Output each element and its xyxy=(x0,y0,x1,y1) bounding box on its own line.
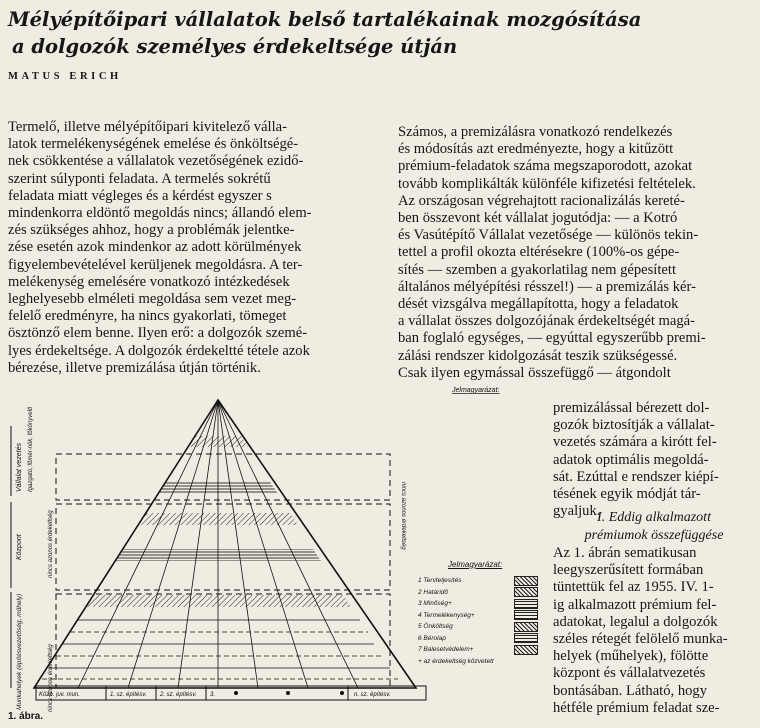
text-line: bontásában. Látható, hogy xyxy=(553,682,708,699)
legend-item-label: 7 Balesetvédelem+ xyxy=(418,646,474,654)
text-line: adatok optimális megoldá- xyxy=(553,451,709,468)
legend-title: Jelmagyarázat: xyxy=(452,387,500,394)
legend-item xyxy=(418,575,550,587)
text-line: hétféle prémium feladat sze- xyxy=(553,699,720,716)
text-line: és módosítás azt eredményezte, hogy a kitűzött xyxy=(398,141,674,158)
label-munkahelyek: Munkahelyek (építésvezetőség, műhely) xyxy=(16,593,23,710)
label-nincs-2: nincs azonos érdekeltség xyxy=(48,644,54,712)
text-line: ösztönző elem benne. Ilyen erő: a dolgozók szemé- xyxy=(8,325,308,342)
legend-item xyxy=(418,633,550,645)
bottom-label-kozp: Közp. juv. mun. xyxy=(39,692,80,698)
legend xyxy=(451,387,500,394)
text-line: sát. Ezúttal e rendszer kiépí- xyxy=(553,468,719,485)
pyramid-rays xyxy=(78,400,358,688)
text-line: és Vasútépítő Vállalat vezetősége — különös tekin- xyxy=(398,227,699,244)
label-kozpont: Központ xyxy=(16,534,23,560)
text-line: bérezése, illetve premizálása útján történik. xyxy=(8,359,261,376)
text-line: adatokat, legalul a dolgozók xyxy=(553,613,718,630)
section-heading xyxy=(553,509,755,545)
text-line: zálási rendszer kidolgozását teszik szükségessé. xyxy=(398,347,678,364)
bottom-label-1: 1. sz. építésv. xyxy=(110,692,147,698)
text-line: premizálással bérezett dol- xyxy=(553,400,710,416)
text-line: figyelembevételével kerüljenek megoldásra. A ter- xyxy=(8,256,303,273)
section-heading-line-1: I. Eddig alkalmazott xyxy=(597,510,711,525)
label-nincs-1: nincs azonos érdekeltség xyxy=(48,510,54,578)
legend-swatch xyxy=(514,622,538,632)
text-line: felelő eredményre, ha nincs gyakorlati, tömeget xyxy=(8,308,287,325)
text-line: Termelő, illetve mélyépítőipari kivitelező válla- xyxy=(8,119,287,135)
text-line: tovább komplikálták különféle kifizetési feltételek. xyxy=(398,175,696,192)
legend-swatch xyxy=(514,587,538,597)
legend-item-label: 1 Tervteljesítés xyxy=(418,577,462,585)
text-line: szerint súlyponti feladata. A termelés sokrétű xyxy=(8,170,271,187)
bottom-label-3: 3. xyxy=(210,692,216,698)
text-line: széles rétegét felölelő munka- xyxy=(553,631,728,648)
dot-2 xyxy=(286,691,290,695)
text-line: tésének egyik módját tár- xyxy=(553,486,701,503)
text-line: gozók biztosítják a vállalat- xyxy=(553,417,715,434)
legend-item-label: 4 Termelékenység+ xyxy=(418,611,475,619)
text-line: leegyszerűsített formában xyxy=(553,562,704,579)
pyramid-rows xyxy=(42,620,398,679)
text-line: tüntettük fel az 1955. IV. 1- xyxy=(553,579,714,596)
left-column-text xyxy=(8,119,374,377)
text-line: gyaljuk. xyxy=(553,503,601,520)
legend-item xyxy=(418,610,550,622)
legend-items xyxy=(418,575,550,667)
text-line: Számos, a premizálásra vonatkozó rendelkezés xyxy=(398,124,673,140)
text-line: dését vizsgálva megállapította, hogy a feladatok xyxy=(398,296,679,313)
legend-item xyxy=(418,587,550,599)
title-line-1: Mélyépítőipari vállalatok belső tartalékainak mozgósítása xyxy=(8,8,642,31)
text-line: sítés — szemben a gyakorlatilag nem gépesített xyxy=(398,261,677,278)
text-line: ig alkalmazott prémium fel- xyxy=(553,596,717,613)
right-column-text xyxy=(398,124,756,382)
text-line: lyes érdekeltsége. A dolgozók érdekeltté tétele azok xyxy=(8,342,310,359)
label-vallalat-vezetes: Vállalat vezetés xyxy=(16,442,23,492)
dot-3 xyxy=(340,691,344,695)
text-line: általános mélyépítési résszel!) — a premizálás kér- xyxy=(398,278,696,295)
text-line: nek csökkentése a vállalatok vezetőségének ezidő- xyxy=(8,153,304,170)
legend-item-label: 5 Önköltség xyxy=(418,623,453,631)
dot-1 xyxy=(234,691,238,695)
text-line: vezetés számára a kirótt fel- xyxy=(553,434,717,451)
text-line: ban foglaló egységes, — egyúttal egyszerűbb premi- xyxy=(398,330,706,347)
text-line: melékenység emelésére vonatkozó intézkedések xyxy=(8,273,290,290)
label-nincs-3: nincs azonos érdekeltség xyxy=(400,482,406,550)
section-heading-line-2: prémiumok összefüggése xyxy=(584,528,724,543)
legend-item-label: + az érdekeltség közvetett xyxy=(418,657,494,665)
text-line: leghelyesebb elméleti megoldása sem vezet meg- xyxy=(8,291,297,308)
text-line: prémium-feladatok száma megszaporodott, azokat xyxy=(398,158,693,175)
text-line: feladata miatt végleges és a kérdést egyszer s xyxy=(8,187,272,204)
legend-item xyxy=(418,621,550,633)
legend-item-label: 3 Minőség+ xyxy=(418,600,452,608)
text-line: Az országosan végrehajtott racionalizálás kereté- xyxy=(398,192,685,209)
text-line: helyek (műhelyek), fölötte xyxy=(553,648,709,665)
text-line: Csak ilyen egymással összefüggő — átgondolt xyxy=(398,364,671,381)
legend-title-text: Jelmagyarázat: xyxy=(448,560,503,569)
legend-item xyxy=(418,598,550,610)
text-line: központ és vállalatvezetés xyxy=(553,665,706,682)
legend-swatch xyxy=(514,657,536,665)
article-title xyxy=(8,6,753,60)
figure-caption: 1. ábra. xyxy=(8,711,44,722)
legend-item-label: 2 Határidő xyxy=(418,588,448,596)
text-line: mindenkorra eldöntő megoldás nincs; állandó elem- xyxy=(8,205,312,222)
bottom-label-n: n. sz. építésv. xyxy=(354,692,391,698)
text-line: tettel a profil okozta eltérésekre (100%-os gépe- xyxy=(398,244,680,261)
legend-item xyxy=(418,644,550,656)
text-line: zés szükséges ahhoz, hogy a problémák jelentke- xyxy=(8,222,295,239)
legend-item xyxy=(418,656,550,668)
legend-swatch xyxy=(514,599,538,609)
author-name: MATUS ERICH xyxy=(8,71,122,82)
text-line: Az 1. ábrán sematikusan xyxy=(553,545,697,561)
legend-swatch xyxy=(514,610,538,620)
label-igazgato: Igazgató, főmér-nök, főkönyvelő xyxy=(28,406,34,492)
text-line: ben összevont két vállalat jogutódja: — a Kotró xyxy=(398,210,678,227)
legend-swatch xyxy=(514,633,538,643)
figure-legend xyxy=(418,560,550,667)
text-line: a vállalat összes dolgozójának érdekeltségét magá- xyxy=(398,313,696,330)
legend-item-label: 6 Bérolap xyxy=(418,634,446,642)
bottom-label-2: 2. sz. építésv. xyxy=(160,692,197,698)
section-text xyxy=(553,545,755,717)
title-line-2: a dolgozók személyes érdekeltsége útján xyxy=(12,35,458,58)
text-line: zése esetén azok mindenkor az adott körülmények xyxy=(8,239,302,256)
text-line: latok termelékenységének emelése és önköltségé- xyxy=(8,136,299,153)
legend-swatch xyxy=(514,576,538,586)
right-column-continuation xyxy=(553,400,755,520)
legend-swatch xyxy=(514,645,538,655)
